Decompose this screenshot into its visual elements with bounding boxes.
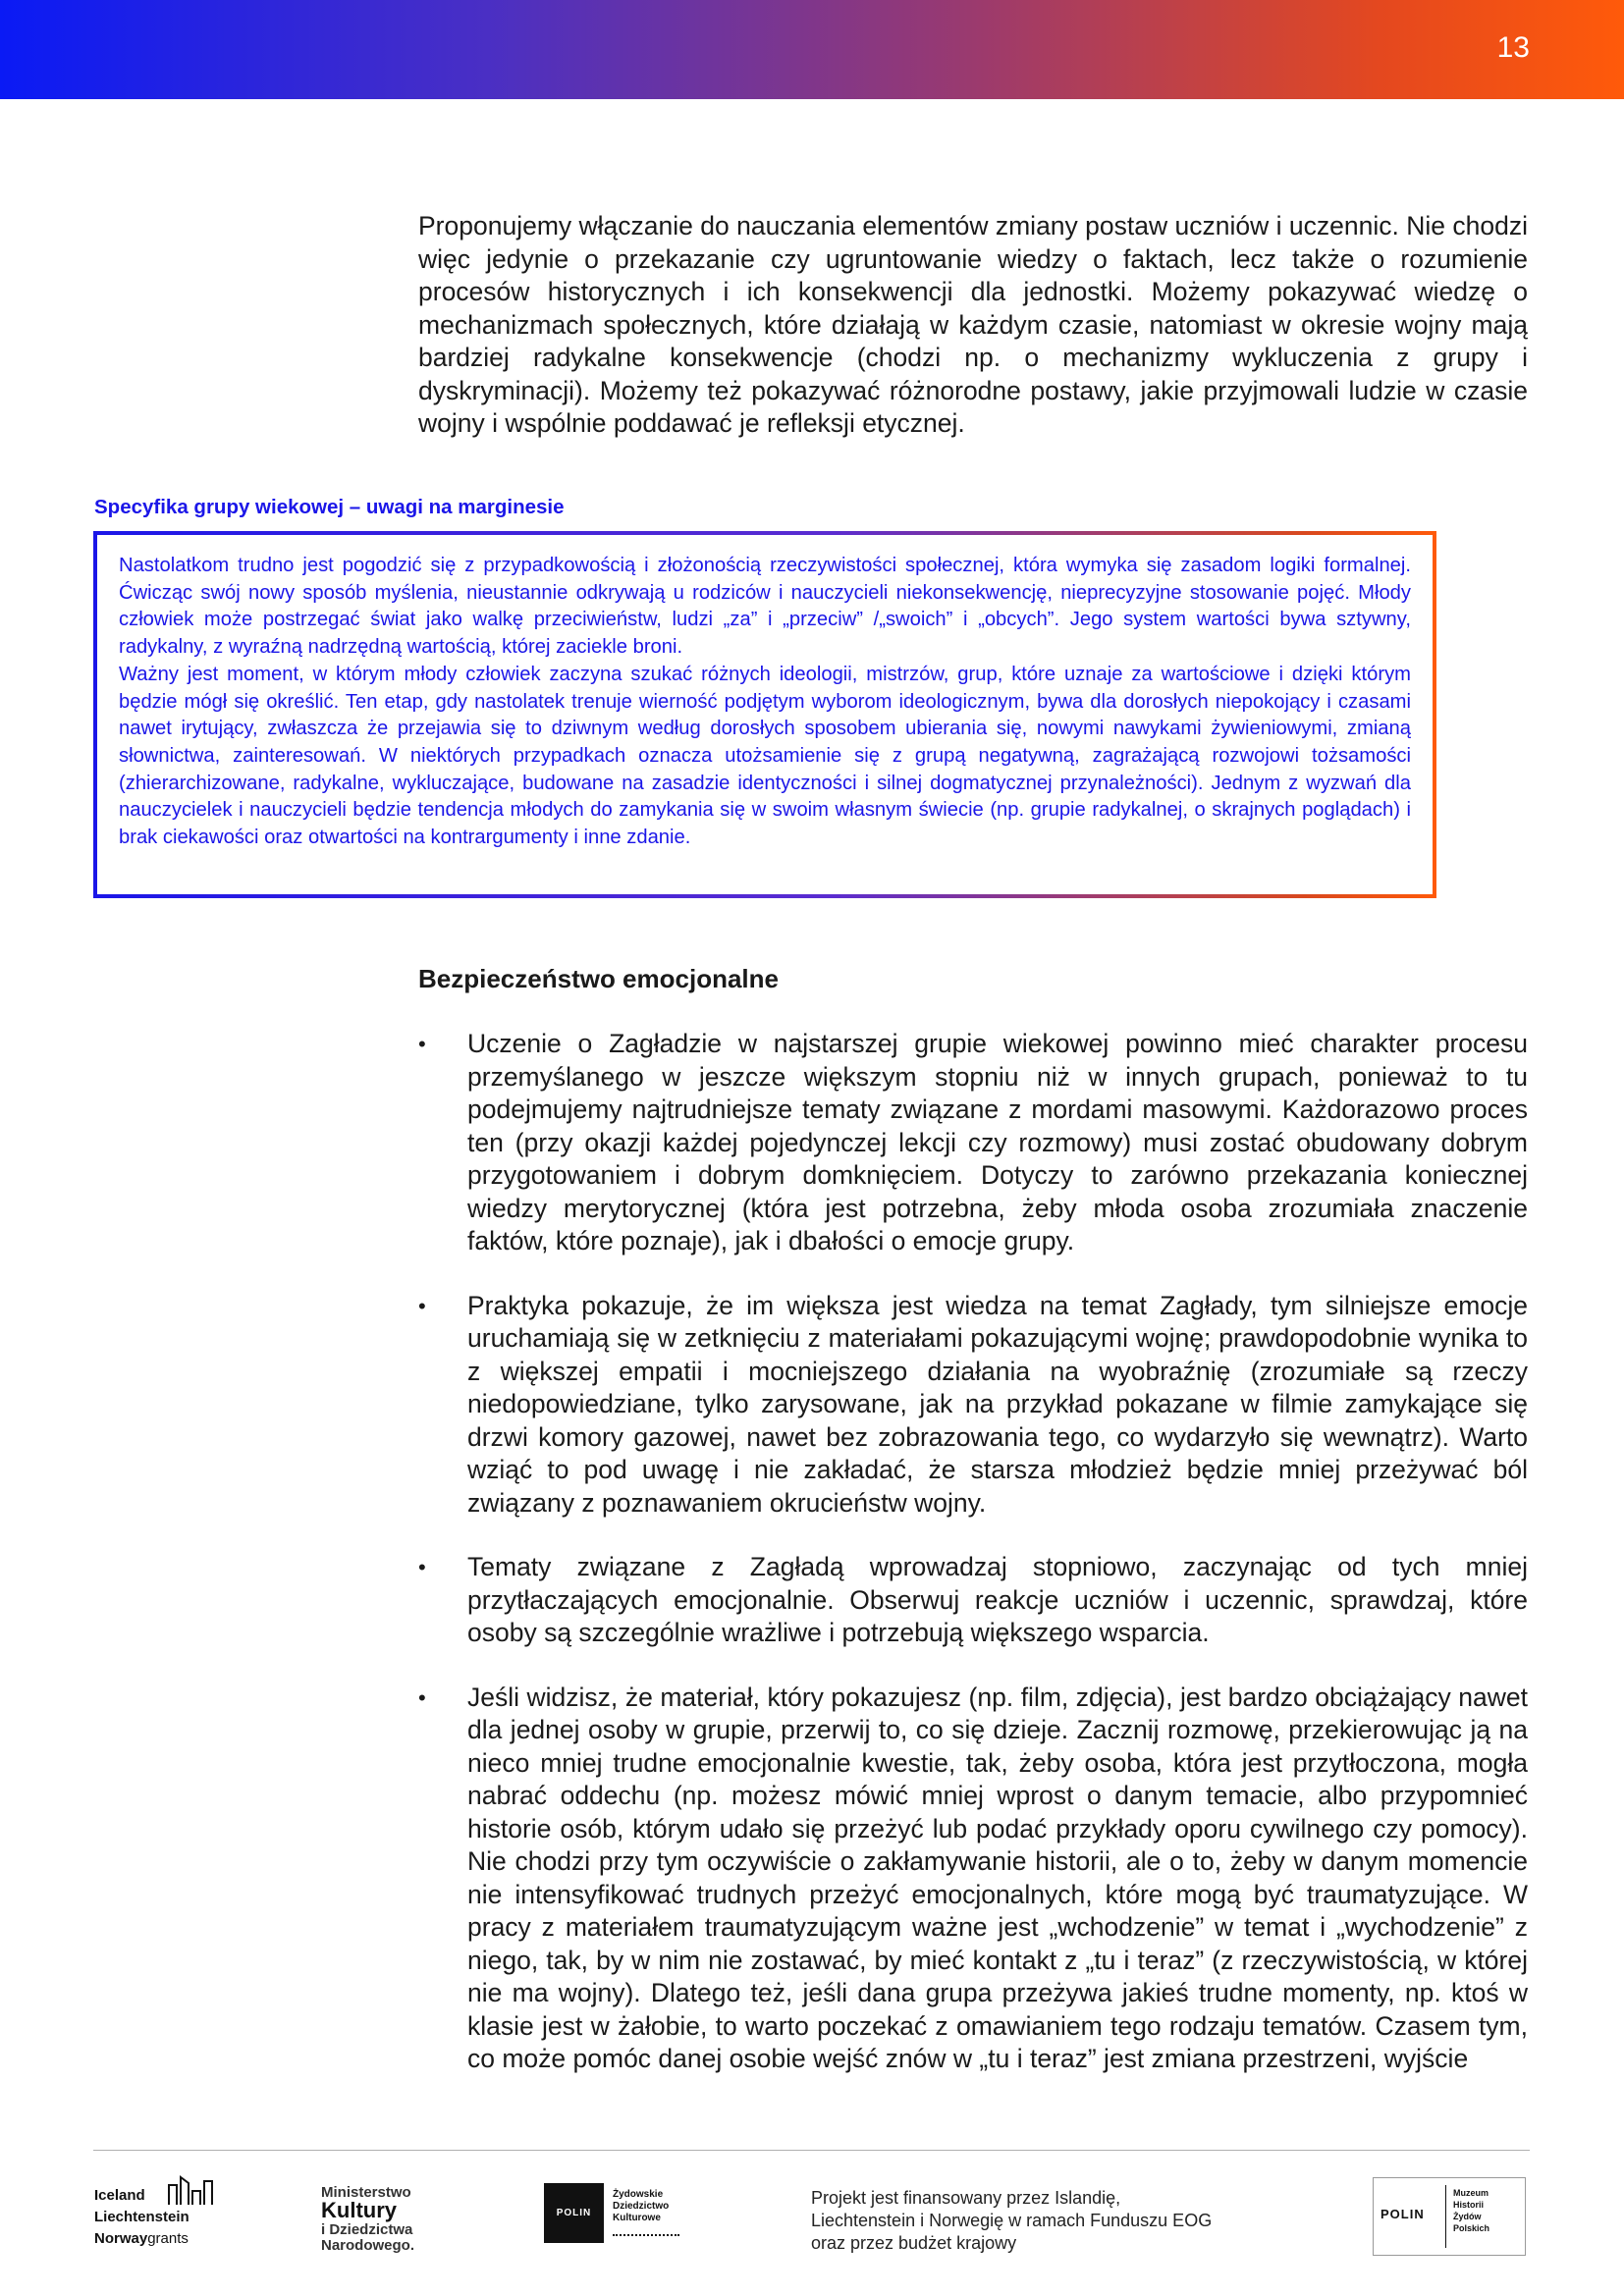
zdk-line-2: Dziedzictwo	[613, 2201, 670, 2212]
eog-line-1: Iceland	[94, 2187, 145, 2204]
ministerstwo-kultury-logo	[321, 2185, 439, 2254]
eog-grants-icon	[167, 2173, 214, 2207]
pm-line-1: Muzeum	[1453, 2188, 1489, 2198]
eog-grants-logo	[94, 2173, 228, 2248]
mkdn-line-4: Narodowego.	[321, 2237, 415, 2254]
eog-line-3: Norwaygrants	[94, 2230, 189, 2247]
mkdn-line-2: Kultury	[321, 2198, 397, 2222]
bullet-text: Jeśli widzisz, że materiał, który pokazujesz (np. film, zdjęcia), jest bardzo obciążający nawet dla jednej osoby w grupie, przerwij to, co się dzieje. Zacznij rozmowę, przekierowując ją na nieco mniej trudne emocjonalnie kwestie, tak, żeby osoba, która jest przytłoczona, mogła nabrać oddechu (np. możesz mówić mniej wprost o danym temacie, albo przypomnieć historie osób, którym udało się przeżyć lub podać przykłady oporu cywilnego czy pomocy). Nie chodzi przy tym oczywiście o zakłamywanie historii, ale o to, żeby w danym momencie nie intensyfikować trudnych przeżyć emocjonalnych, które mogą być traumatyzujące. W pracy z materiałem traumatyzującym ważne jest „wchodzenie” w temat i „wychodzenie” z niego, tak, by w nim nie zostawać, by mieć kontakt z „tu i teraz” (z rzeczywistością, w której nie ma wojny). Dlatego też, jeśli dana grupa przeżywa jakieś trudne momenty, np. ktoś w klasie jest w żałobie, to warto poczekać z omawianiem tego rodzaju tematów. Czasem tym, co może pomóc danej osobie wejść znów w „tu i teraz” jest zmiana przestrzeni, wyjście	[467, 1682, 1528, 2073]
footer-divider	[93, 2150, 1530, 2151]
bullet-text: Uczenie o Zagładzie w najstarszej grupie wiekowej powinno mieć charakter procesu przemyślanego w jeszcze większym stopniu niż w innych grupach, ponieważ to tu podejmujemy najtrudniejsze tematy związane z mordami masowymi. Każdorazowo proces ten (przy okazji każdej pojedynczej lekcji czy rozmowy) musi zostać obudowany dobrym przygotowaniem i dobrym domknięciem. Dotyczy to zarówno przekazania koniecznej wiedzy merytorycznej (która jest potrzebna, żeby młoda osoba zrozumiała znaczenie faktów, które poznaje), jak i dbałości o emocje grupy.	[467, 1029, 1528, 1255]
mkdn-line-3: i Dziedzictwa	[321, 2221, 413, 2238]
pm-line-2: Historii	[1453, 2200, 1485, 2210]
funding-line-3: oraz przez budżet krajowy	[811, 2233, 1017, 2253]
polin-museum-mark: POLIN	[1380, 2207, 1425, 2221]
zdk-text	[613, 2189, 669, 2224]
bullet-item	[418, 1028, 1528, 1258]
bullet-icon: •	[418, 1684, 426, 1710]
bullet-item	[418, 1682, 1528, 2076]
bullet-item	[418, 1551, 1528, 1650]
bullet-icon: •	[418, 1032, 426, 1056]
pm-line-4: Polskich	[1453, 2223, 1490, 2233]
funding-line-1: Projekt jest finansowany przez Islandię,	[811, 2188, 1121, 2208]
page-number: 13	[1496, 31, 1530, 64]
funding-note	[811, 2187, 1212, 2255]
header-gradient-bar	[0, 0, 1624, 99]
zdk-line-3: Kulturowe	[613, 2213, 661, 2223]
eog-line-2: Liechtenstein	[94, 2209, 189, 2225]
margin-notes-box	[93, 531, 1436, 898]
zdk-dotted-rule	[613, 2234, 679, 2236]
bullet-item	[418, 1290, 1528, 1521]
margin-notes-box-inner	[97, 535, 1433, 894]
mkdn-line-1: Ministerstwo	[321, 2184, 411, 2201]
bullet-list	[418, 1028, 1528, 2108]
bullet-icon: •	[418, 1293, 426, 1318]
bullet-text: Praktyka pokazuje, że im większa jest wiedza na temat Zagłady, tym silniejsze emocje uruchamiają się w zetknięciu z materiałami pokazującymi wojnę; prawdopodobnie wynika to z większej empatii i mocniejszego działania na wyobraźnię (zrozumiałe są rzeczy niedopowiedziane, tylko zarysowane, jak na przykład pokazane w filmie zamykające się drzwi komory gazowej, nawet bez zobrazowania tego, co wydarzyło się wewnątrz). Warto wziąć to pod uwagę i nie zakładać, że starsza młodzież będzie mniej przeżywać ból związany z poznawaniem okrucieństw wojny.	[467, 1290, 1528, 1518]
polin-museum-separator	[1445, 2185, 1446, 2248]
margin-box-heading: Specyfika grupy wiekowej – uwagi na marginesie	[94, 496, 565, 518]
funding-line-2: Liechtenstein i Norwegię w ramach Funduszu EOG	[811, 2211, 1213, 2230]
zdk-line-1: Żydowskie	[613, 2189, 664, 2200]
pm-line-3: Żydów	[1453, 2212, 1482, 2221]
bullet-icon: •	[418, 1555, 426, 1579]
margin-notes-text: Nastolatkom trudno jest pogodzić się z przypadkowością i złożonością rzeczywistości społecznej, która wymyka się zasadom logiki formalnej. Ćwicząc swój nowy sposób myślenia, nieustannie odkrywają u rodziców i nauczycieli niekonsekwencję, nieprecyzyjne stosowanie pojęć. Młody człowiek może postrzegać świat jako walkę przeciwieństw, ludzi „za” i „przeciw” /„swoich” i „obcych”. Jego system wartości bywa sztywny, radykalny, z wyraźną nadrzędną wartością, której zaciekle broni. Ważny jest moment, w którym młody człowiek zaczyna szukać różnych ideologii, mistrzów, grup, które uznaje za wartościowe i dzięki którym będzie mógł się określić. Ten etap, gdy nastolatek trenuje wierność podjętym wyborom ideologicznym, bywa dla dorosłych niepokojący i czasami nawet irytujący, zwłaszcza że przejawia się to dziwnym według dorosłych sposobem ubierania się, nowymi nawykami żywieniowymi, zmianą słownictwa, zainteresowań. W niektórych przypadkach oznacza utożsamienie się z grupą negatywną, zagrażającą rozwojowi tożsamości (zhierarchizowane, radykalne, wykluczające, budowane na zasadzie identyczności i silnej dogmatycznej przynależności). Jednym z wyzwań dla nauczycielek i nauczycieli będzie tendencja młodych do zamykania się w swoim własnym świecie (np. grupie radykalnej, o skrajnych poglądach) i brak ciekawości oraz otwartości na kontrargumenty i inne zdanie.	[119, 555, 1411, 849]
section-heading: Bezpieczeństwo emocjonalne	[418, 964, 779, 993]
eog-line-3-suffix: grants	[147, 2230, 189, 2247]
polin-mark: POLIN	[544, 2183, 604, 2243]
polin-museum-text	[1453, 2187, 1489, 2234]
bullet-text: Tematy związane z Zagładą wprowadzaj stopniowo, zaczynając od tych mniej przytłaczających emocjonalnie. Obserwuj reakcje uczniów i uczennic, sprawdzaj, które osoby są szczególnie wrażliwe i potrzebują większego wsparcia.	[467, 1552, 1528, 1647]
intro-paragraph: Proponujemy włączanie do nauczania elementów zmiany postaw uczniów i uczennic. Nie chodzi więc jedynie o przekazanie czy ugruntowanie wiedzy o faktach, lecz także o rozumienie procesów historycznych i ich konsekwencji dla jednostki. Możemy pokazywać wiedzę o mechanizmach społecznych, które działają w każdym czasie, natomiast w okresie wojny mają bardziej radykalne konsekwencje (chodzi np. o mechanizmy wykluczenia z grupy i dyskryminacji). Możemy też pokazywać różnorodne postawy, jakie przyjmowali ludzie w czasie wojny i wspólnie poddawać je refleksji etycznej.	[418, 211, 1528, 438]
polin-museum-logo	[1373, 2177, 1528, 2256]
polin-zdk-logo	[544, 2183, 681, 2248]
